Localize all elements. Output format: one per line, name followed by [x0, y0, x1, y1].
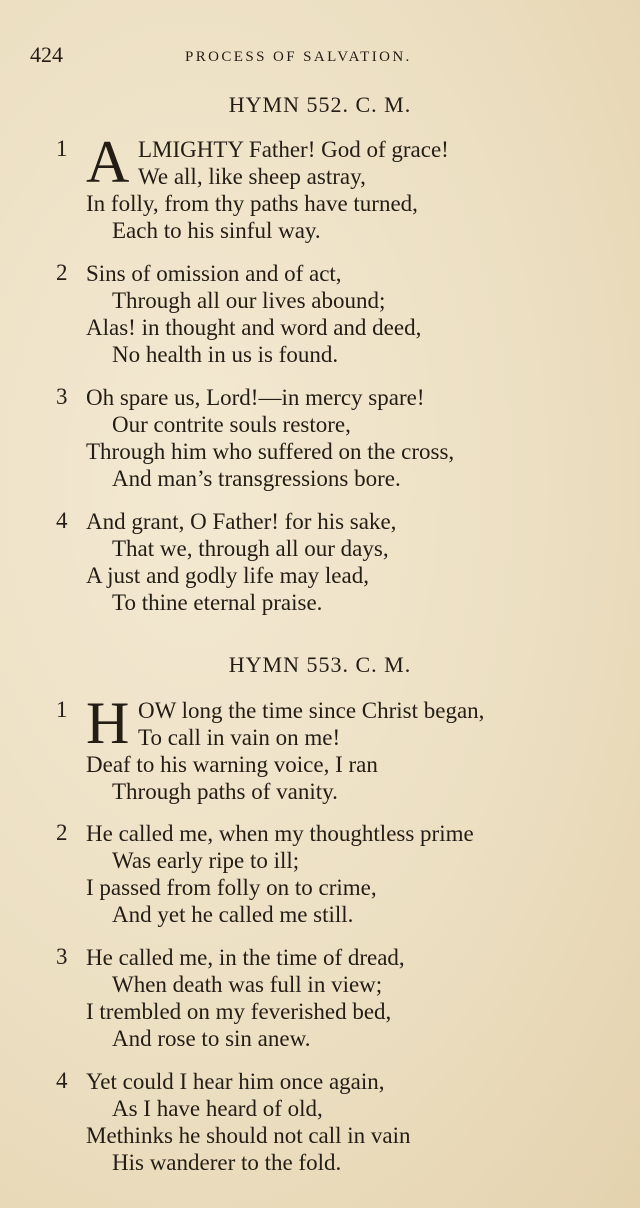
verse-line: Our contrite souls restore, — [112, 412, 351, 437]
verse-line: I passed from folly on to crime, — [86, 875, 377, 900]
stanza-number: 2 — [56, 260, 68, 285]
verse-line: When death was full in view; — [112, 972, 383, 997]
verse-line: And grant, O Father! for his sake, — [86, 509, 397, 534]
stanza-number: 3 — [56, 384, 68, 409]
verse-line: OW long the time since Christ began, — [138, 698, 485, 723]
stanza-number: 4 — [56, 1068, 68, 1093]
stanza-number: 4 — [56, 508, 68, 533]
page-number: 424 — [30, 42, 63, 67]
verse-line: As I have heard of old, — [112, 1096, 323, 1121]
running-head: PROCESS OF SALVATION. — [185, 49, 412, 65]
stanza-number: 2 — [56, 820, 68, 845]
verse-line: Through all our lives abound; — [112, 288, 386, 313]
verse-line: And yet he called me still. — [112, 902, 354, 927]
verse-line: Oh spare us, Lord!—in mercy spare! — [86, 385, 425, 410]
verse-line: Sins of omission and of act, — [86, 261, 342, 286]
verse-line: Through him who suffered on the cross, — [86, 439, 455, 464]
verse-line: Each to his sinful way. — [112, 218, 321, 243]
verse-line: He called me, when my thoughtless prime — [86, 821, 474, 846]
verse-line: In folly, from thy paths have turned, — [86, 191, 418, 216]
verse-line: To thine eternal praise. — [112, 590, 323, 615]
drop-cap: H — [86, 690, 130, 756]
verse-line: And man’s transgressions bore. — [112, 466, 401, 491]
stanza-number: 3 — [56, 944, 68, 969]
verse-line: A just and godly life may lead, — [86, 563, 369, 588]
page-header — [30, 42, 510, 72]
stanza-number: 1 — [56, 136, 68, 161]
hymn-title: HYMN 553. C. M. — [228, 652, 412, 677]
verse-line: Methinks he should not call in vain — [86, 1123, 411, 1148]
verse-line: No health in us is found. — [112, 342, 339, 367]
stanza-number: 1 — [56, 697, 68, 722]
drop-cap: A — [86, 129, 130, 195]
verse-line: I trembled on my feverished bed, — [86, 999, 392, 1024]
verse-line: Deaf to his warning voice, I ran — [86, 752, 378, 777]
verse-line: His wanderer to the fold. — [112, 1150, 342, 1175]
verse-line: Yet could I hear him once again, — [86, 1069, 385, 1094]
verse-line: We all, like sheep astray, — [138, 164, 366, 189]
hymn-title: HYMN 552. C. M. — [228, 92, 412, 117]
verse-line: He called me, in the time of dread, — [86, 945, 405, 970]
verse-line: To call in vain on me! — [138, 725, 341, 750]
verse-line: LMIGHTY Father! God of grace! — [138, 137, 449, 162]
verse-line: Alas! in thought and word and deed, — [86, 315, 422, 340]
verse-line: And rose to sin anew. — [112, 1026, 311, 1051]
verse-line: Was early ripe to ill; — [112, 848, 300, 873]
verse-line: That we, through all our days, — [112, 536, 389, 561]
verse-line: Through paths of vanity. — [112, 779, 338, 804]
